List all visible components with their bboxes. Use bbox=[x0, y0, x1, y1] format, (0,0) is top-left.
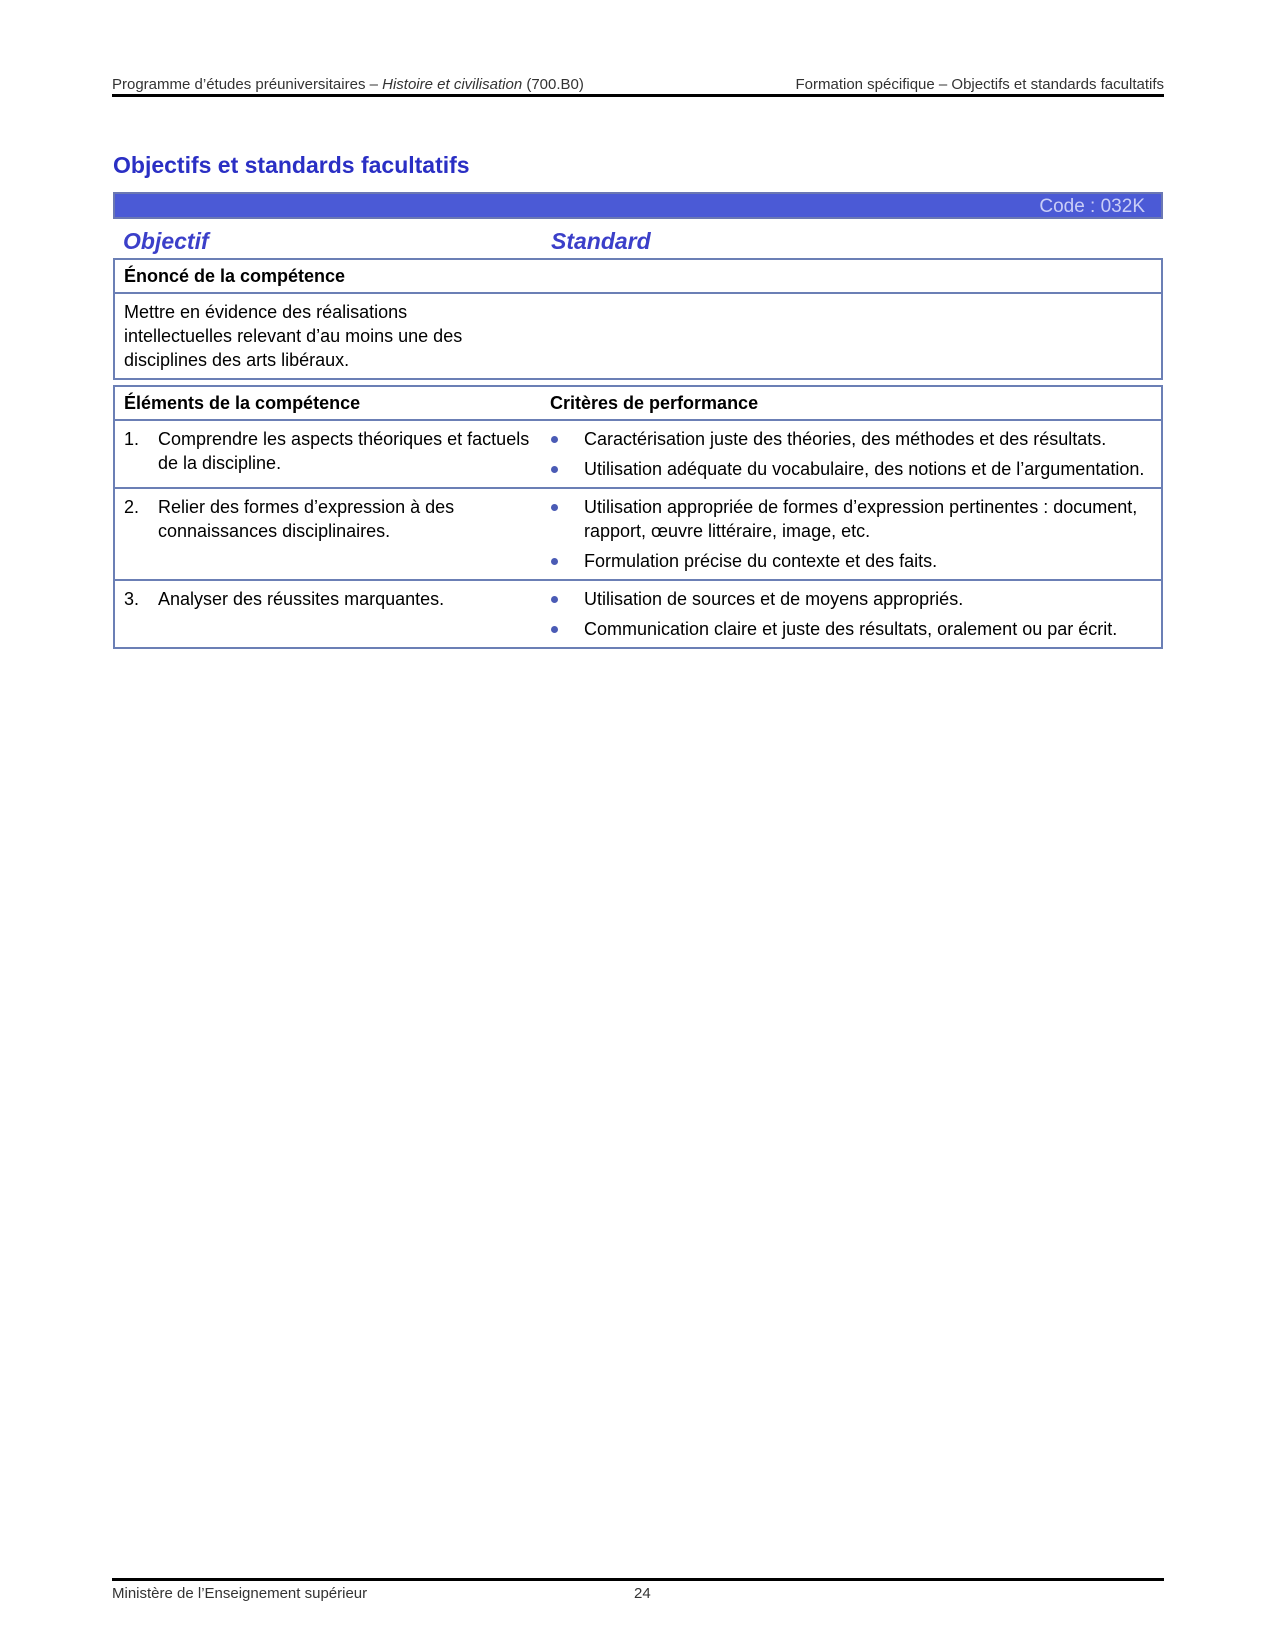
criterion-item bbox=[550, 495, 1152, 543]
bullet-icon bbox=[551, 436, 558, 443]
element-item bbox=[124, 587, 532, 611]
criterion-text: Utilisation de sources et de moyens appropriés. bbox=[584, 589, 964, 609]
table-row bbox=[114, 488, 1162, 580]
page-header bbox=[112, 76, 1164, 97]
criterion-text: Communication claire et juste des résultats, oralement ou par écrit. bbox=[584, 619, 1118, 639]
table-row bbox=[114, 580, 1162, 648]
criterion-text: Caractérisation juste des théories, des méthodes et des résultats. bbox=[584, 429, 1107, 449]
criterion-item bbox=[550, 427, 1152, 451]
competence-code: Code : 032K bbox=[1039, 196, 1145, 217]
competence-statement-table bbox=[113, 258, 1163, 380]
footer-ministry: Ministère de l’Enseignement supérieur bbox=[112, 1585, 368, 1602]
standard-heading: Standard bbox=[551, 228, 651, 254]
element-item bbox=[124, 427, 532, 475]
element-cell bbox=[114, 580, 541, 648]
bullet-icon bbox=[551, 596, 558, 603]
criteria-list bbox=[550, 427, 1152, 481]
code-bar bbox=[113, 192, 1163, 219]
criteria-cell bbox=[541, 488, 1162, 580]
competence-heading: Énoncé de la compétence bbox=[114, 259, 1162, 293]
page-number: 24 bbox=[634, 1585, 651, 1602]
criterion-item bbox=[550, 549, 1152, 573]
bullet-icon bbox=[551, 626, 558, 633]
element-number: 2. bbox=[124, 497, 140, 517]
criteria-cell bbox=[541, 420, 1162, 488]
section-title: Objectifs et standards facultatifs bbox=[113, 152, 470, 178]
criteria-list bbox=[550, 495, 1152, 573]
criterion-text: Formulation précise du contexte et des faits. bbox=[584, 551, 938, 571]
page-footer bbox=[112, 1578, 1164, 1603]
element-cell bbox=[114, 488, 541, 580]
bullet-icon bbox=[551, 558, 558, 565]
criterion-item bbox=[550, 587, 1152, 611]
criteria-list bbox=[550, 587, 1152, 641]
criteria-heading: Critères de performance bbox=[541, 386, 1162, 420]
column-headings bbox=[113, 228, 1163, 256]
criteria-cell bbox=[541, 580, 1162, 648]
element-item bbox=[124, 495, 532, 543]
element-text: Relier des formes d’expression à des connaissances disciplinaires. bbox=[158, 497, 455, 541]
table-row bbox=[114, 420, 1162, 488]
criterion-text: Utilisation adéquate du vocabulaire, des notions et de l’argumentation. bbox=[584, 459, 1145, 479]
header-program-prefix: Programme d’études préuniversitaires – bbox=[112, 76, 383, 93]
elements-criteria-table bbox=[113, 385, 1163, 649]
objective-heading: Objectif bbox=[123, 228, 209, 254]
elements-heading: Éléments de la compétence bbox=[114, 386, 541, 420]
criterion-item bbox=[550, 457, 1152, 481]
header-program-code: (700.B0) bbox=[522, 76, 584, 93]
header-program-name: Histoire et civilisation bbox=[382, 76, 523, 93]
element-cell bbox=[114, 420, 541, 488]
bullet-icon bbox=[551, 504, 558, 511]
competence-statement-cell bbox=[114, 293, 1162, 379]
element-number: 1. bbox=[124, 429, 140, 449]
header-section-title: Formation spécifique – Objectifs et standards facultatifs bbox=[795, 76, 1164, 93]
element-text: Analyser des réussites marquantes. bbox=[158, 589, 445, 609]
competence-statement: Mettre en évidence des réalisations intellectuelles relevant d’au moins une des disciplines des arts libéraux. bbox=[124, 302, 463, 370]
criterion-item bbox=[550, 617, 1152, 641]
criterion-text: Utilisation appropriée de formes d’expression pertinentes : document, rapport, œuvre littéraire, image, etc. bbox=[584, 497, 1138, 541]
element-text: Comprendre les aspects théoriques et factuels de la discipline. bbox=[158, 429, 530, 473]
bullet-icon bbox=[551, 466, 558, 473]
header-program-title bbox=[112, 76, 584, 93]
element-number: 3. bbox=[124, 589, 140, 609]
